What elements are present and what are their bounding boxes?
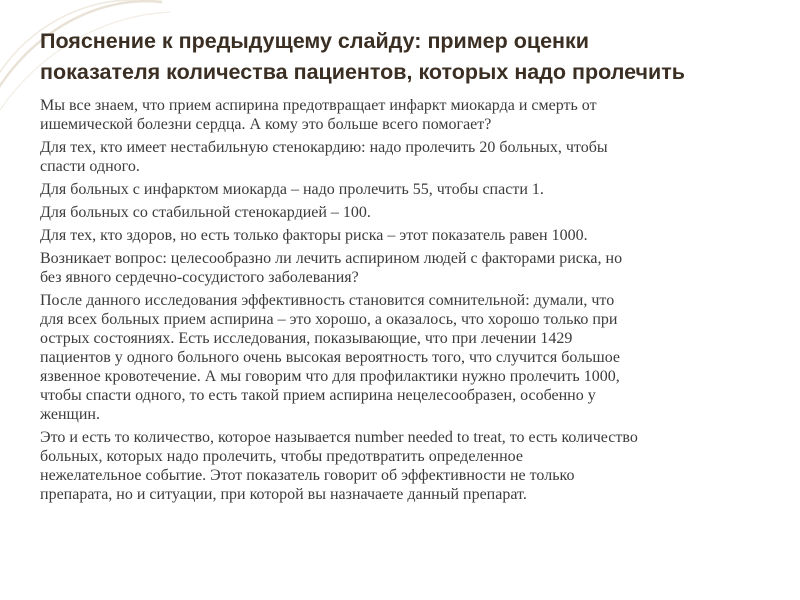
text-line: острых состояниях. Есть исследования, показывающие, что при лечении 1429 (40, 330, 573, 347)
text-line: ишемической болезни сердца. А кому это больше всего помогает? (40, 116, 492, 133)
text-line: язвенное кровотечение. А мы говорим что для профилактики нужно пролечить 1000, (40, 368, 620, 385)
text-line: Мы все знаем, что прием аспирина предотвращает инфаркт миокарда и смерть от (40, 97, 597, 114)
paragraph-stable-angina (40, 203, 785, 222)
slide-title (40, 26, 780, 88)
text-line: Для больных с инфарктом миокарда – надо пролечить 55, чтобы спасти 1. (40, 181, 544, 198)
text-line: препарата, но и ситуации, при которой вы назначаете данный препарат. (40, 486, 527, 503)
text-line: без явного сердечно-сосудистого заболевания? (40, 269, 359, 286)
paragraph-nnt-definition (40, 428, 785, 504)
paragraph-aspirin-intro (40, 96, 785, 134)
text-line: женщин. (40, 406, 100, 423)
text-line: Для тех, кто имеет нестабильную стенокардию: надо пролечить 20 больных, чтобы (40, 139, 608, 156)
paragraph-unstable-angina (40, 138, 785, 176)
text-line: спасти одного. (40, 158, 140, 175)
paragraph-myocardial-infarction (40, 180, 785, 199)
text-line: Возникает вопрос: целесообразно ли лечить аспирином людей с факторами риска, но (40, 250, 623, 267)
text-line: чтобы спасти одного, то есть такой прием аспирина нецелесообразен, особенно у (40, 387, 596, 404)
text-line: больных, которых надо пролечить, чтобы предотвратить определенное (40, 448, 523, 465)
text-line: для всех больных прием аспирина – это хорошо, а оказалось, что хорошо только при (40, 311, 618, 328)
paragraph-study-effectiveness (40, 291, 785, 424)
text-line: Для тех, кто здоров, но есть только факторы риска – этот показатель равен 1000. (40, 227, 588, 244)
slide-title-line: Пояснение к предыдущему слайду: пример оценки (40, 29, 590, 53)
text-line: Для больных со стабильной стенокардией – 100. (40, 204, 371, 221)
text-line: пациентов у одного больного очень высокая вероятность того, что случится большое (40, 349, 621, 366)
text-line: нежелательное событие. Этот показатель говорит об эффективности не только (40, 467, 575, 484)
slide-title-line: показателя количества пациентов, которых надо пролечить (40, 60, 685, 84)
text-line: После данного исследования эффективность становится сомнительной: думали, что (40, 292, 615, 309)
paragraph-risk-factors (40, 226, 785, 245)
paragraph-question (40, 249, 785, 287)
text-line: Это и есть то количество, которое называется number needed to treat, то есть количество (40, 429, 638, 446)
slide-body (40, 96, 785, 508)
